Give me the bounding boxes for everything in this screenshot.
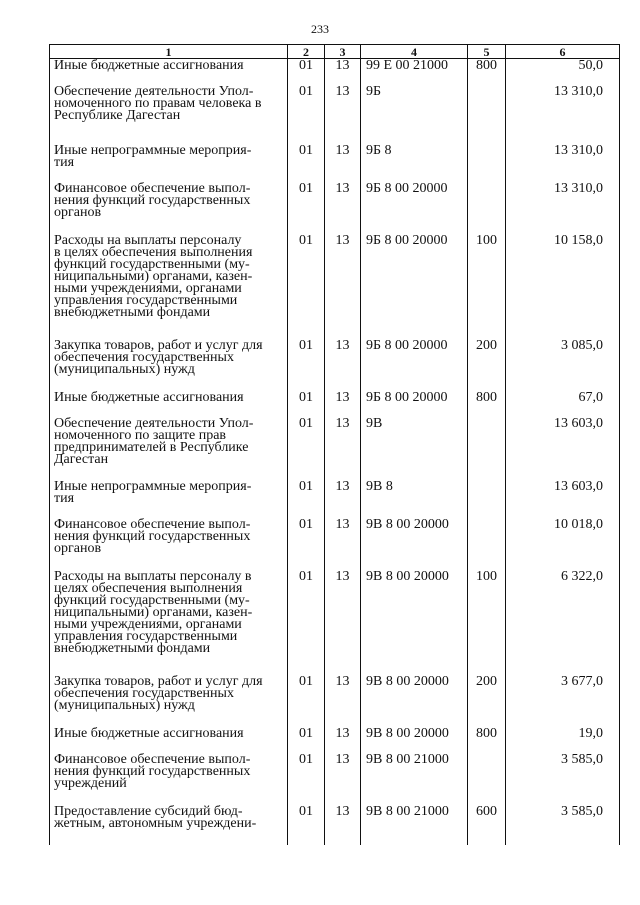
table-body xyxy=(50,59,620,845)
budget-table xyxy=(49,44,620,845)
target-article-cell: 9В xyxy=(361,417,468,480)
table-row xyxy=(50,805,620,845)
target-article-cell: 9Б 8 xyxy=(361,144,468,182)
section-code-cell: 01 xyxy=(288,805,325,845)
expense-name-line: ниципальными) органами, казен- xyxy=(54,604,253,620)
amount-cell: 19,0 xyxy=(506,727,620,753)
subsection-code-cell: 13 xyxy=(325,675,361,727)
table-row xyxy=(50,570,620,675)
table-row xyxy=(50,480,620,518)
expense-type-cell: 100 xyxy=(468,234,506,339)
table-row xyxy=(50,339,620,391)
expense-type-cell: 600 xyxy=(468,805,506,845)
expense-name-line: управления государственными xyxy=(54,292,238,308)
expense-type-cell: 800 xyxy=(468,59,506,85)
expense-name-line: тия xyxy=(54,490,75,506)
section-code-cell: 01 xyxy=(288,417,325,480)
section-code-cell: 01 xyxy=(288,144,325,182)
expense-name-line: (муниципальных) нужд xyxy=(54,697,195,713)
expense-name-line: управления государственными xyxy=(54,628,238,644)
expense-name-cell xyxy=(50,518,288,570)
subsection-code-cell: 13 xyxy=(325,805,361,845)
section-code-cell: 01 xyxy=(288,727,325,753)
subsection-code-cell: 13 xyxy=(325,727,361,753)
expense-type-cell xyxy=(468,753,506,805)
expense-type-cell xyxy=(468,417,506,480)
expense-type-cell xyxy=(468,85,506,144)
amount-cell: 13 603,0 xyxy=(506,480,620,518)
amount-cell: 13 603,0 xyxy=(506,417,620,480)
section-code-cell: 01 xyxy=(288,339,325,391)
expense-name-line: Закупка товаров, работ и услуг для xyxy=(54,337,263,353)
target-article-cell: 9Б 8 00 20000 xyxy=(361,182,468,234)
target-article-cell: 9Б 8 00 20000 xyxy=(361,234,468,339)
expense-name-line: органов xyxy=(54,540,102,556)
expense-name-cell xyxy=(50,85,288,144)
expense-name-line: Расходы на выплаты персоналу в xyxy=(54,568,252,584)
target-article-cell: 9Б xyxy=(361,85,468,144)
table-row xyxy=(50,417,620,480)
subsection-code-cell: 13 xyxy=(325,234,361,339)
amount-cell: 13 310,0 xyxy=(506,182,620,234)
section-code-cell: 01 xyxy=(288,570,325,675)
column-header: 3 xyxy=(325,45,361,59)
expense-name-line: учреждений xyxy=(54,775,127,791)
expense-name-line: Иные бюджетные ассигнования xyxy=(54,58,244,73)
table-row xyxy=(50,182,620,234)
expense-name-line: Дагестан xyxy=(54,451,109,467)
section-code-cell: 01 xyxy=(288,675,325,727)
expense-name-line: нения функций государственных xyxy=(54,192,251,208)
amount-cell: 13 310,0 xyxy=(506,85,620,144)
expense-name-line: Иные бюджетные ассигнования xyxy=(54,725,244,741)
expense-name-line: Предоставление субсидий бюд- xyxy=(54,803,243,819)
expense-name-cell xyxy=(50,805,288,845)
table-row xyxy=(50,518,620,570)
expense-name-cell xyxy=(50,417,288,480)
expense-name-line: обеспечения государственных xyxy=(54,349,234,365)
expense-name-line: Обеспечение деятельности Упол- xyxy=(54,415,254,431)
target-article-cell: 9В 8 00 20000 xyxy=(361,518,468,570)
expense-name-line: (муниципальных) нужд xyxy=(54,361,195,377)
page-number: 233 xyxy=(311,22,329,36)
amount-cell: 3 585,0 xyxy=(506,805,620,845)
expense-name-line: Финансовое обеспечение выпол- xyxy=(54,751,251,767)
expense-name-cell xyxy=(50,727,288,753)
target-article-cell: 9Б 8 00 20000 xyxy=(361,339,468,391)
expense-name-line: Иные непрограммные мероприя- xyxy=(54,142,252,158)
section-code-cell: 01 xyxy=(288,518,325,570)
expense-name-line: нения функций государственных xyxy=(54,528,251,544)
subsection-code-cell: 13 xyxy=(325,85,361,144)
table-row xyxy=(50,144,620,182)
expense-name-cell xyxy=(50,144,288,182)
column-header: 6 xyxy=(506,45,620,59)
amount-cell: 10 018,0 xyxy=(506,518,620,570)
expense-name-line: ными учреждениями, органами xyxy=(54,616,242,632)
section-code-cell: 01 xyxy=(288,85,325,144)
amount-cell: 6 322,0 xyxy=(506,570,620,675)
expense-type-cell xyxy=(468,518,506,570)
target-article-cell: 9В 8 xyxy=(361,480,468,518)
target-article-cell: 9В 8 00 20000 xyxy=(361,675,468,727)
target-article-cell: 9В 8 00 21000 xyxy=(361,753,468,805)
amount-cell: 3 677,0 xyxy=(506,675,620,727)
table-row xyxy=(50,59,620,85)
expense-type-cell xyxy=(468,182,506,234)
table-row xyxy=(50,675,620,727)
subsection-code-cell: 13 xyxy=(325,480,361,518)
expense-type-cell: 800 xyxy=(468,391,506,417)
column-header: 4 xyxy=(361,45,468,59)
expense-name-line: номоченного по защите прав xyxy=(54,427,227,443)
expense-name-line: Республике Дагестан xyxy=(54,107,181,123)
section-code-cell: 01 xyxy=(288,753,325,805)
section-code-cell: 01 xyxy=(288,59,325,85)
subsection-code-cell: 13 xyxy=(325,144,361,182)
expense-name-cell xyxy=(50,234,288,339)
expense-name-line: в целях обеспечения выполнения xyxy=(54,244,253,260)
target-article-cell: 9В 8 00 20000 xyxy=(361,727,468,753)
section-code-cell: 01 xyxy=(288,234,325,339)
subsection-code-cell: 13 xyxy=(325,182,361,234)
expense-name-cell xyxy=(50,675,288,727)
table-row xyxy=(50,727,620,753)
target-article-cell: 9В 8 00 20000 xyxy=(361,570,468,675)
expense-name-cell xyxy=(50,59,288,85)
target-article-cell: 9Б 8 00 20000 xyxy=(361,391,468,417)
expense-name-line: Расходы на выплаты персоналу xyxy=(54,232,242,248)
expense-name-line: обеспечения государственных xyxy=(54,685,234,701)
expense-name-line: Финансовое обеспечение выпол- xyxy=(54,180,251,196)
section-code-cell: 01 xyxy=(288,480,325,518)
amount-cell: 3 085,0 xyxy=(506,339,620,391)
column-header: 1 xyxy=(50,45,288,59)
amount-cell: 13 310,0 xyxy=(506,144,620,182)
amount-cell: 50,0 xyxy=(506,59,620,85)
expense-name-line: ными учреждениями, органами xyxy=(54,280,242,296)
expense-name-line: внебюджетными фондами xyxy=(54,304,211,320)
expense-name-cell xyxy=(50,753,288,805)
expense-name-line: Иные непрограммные мероприя- xyxy=(54,478,252,494)
amount-cell: 10 158,0 xyxy=(506,234,620,339)
expense-name-cell xyxy=(50,480,288,518)
subsection-code-cell: 13 xyxy=(325,518,361,570)
expense-name-line: целях обеспечения выполнения xyxy=(54,580,243,596)
expense-name-line: Иные бюджетные ассигнования xyxy=(54,389,244,405)
column-header: 2 xyxy=(288,45,325,59)
section-code-cell: 01 xyxy=(288,182,325,234)
expense-name-line: жетным, автономным учреждени- xyxy=(54,815,257,831)
expense-name-line: предпринимателей в Республике xyxy=(54,439,249,455)
amount-cell: 67,0 xyxy=(506,391,620,417)
expense-name-line: функций государственными (му- xyxy=(54,256,250,272)
expense-type-cell: 200 xyxy=(468,339,506,391)
expense-type-cell: 800 xyxy=(468,727,506,753)
expense-name-line: органов xyxy=(54,204,102,220)
target-article-cell: 9В 8 00 21000 xyxy=(361,805,468,845)
subsection-code-cell: 13 xyxy=(325,391,361,417)
amount-cell: 3 585,0 xyxy=(506,753,620,805)
subsection-code-cell: 13 xyxy=(325,570,361,675)
expense-name-line: внебюджетными фондами xyxy=(54,640,211,656)
subsection-code-cell: 13 xyxy=(325,417,361,480)
expense-name-cell xyxy=(50,182,288,234)
subsection-code-cell: 13 xyxy=(325,59,361,85)
table-row xyxy=(50,234,620,339)
expense-type-cell: 200 xyxy=(468,675,506,727)
expense-name-line: Закупка товаров, работ и услуг для xyxy=(54,673,263,689)
table-row xyxy=(50,85,620,144)
expense-name-line: нения функций государственных xyxy=(54,763,251,779)
table-row xyxy=(50,391,620,417)
expense-name-line: тия xyxy=(54,154,75,170)
subsection-code-cell: 13 xyxy=(325,753,361,805)
expense-name-line: Обеспечение деятельности Упол- xyxy=(54,83,254,99)
expense-name-line: Финансовое обеспечение выпол- xyxy=(54,516,251,532)
table-row xyxy=(50,753,620,805)
expense-name-cell xyxy=(50,339,288,391)
subsection-code-cell: 13 xyxy=(325,339,361,391)
header-row xyxy=(50,45,620,59)
expense-type-cell xyxy=(468,480,506,518)
expense-name-cell xyxy=(50,570,288,675)
expense-name-cell xyxy=(50,391,288,417)
expense-name-line: ниципальными) органами, казен- xyxy=(54,268,253,284)
section-code-cell: 01 xyxy=(288,391,325,417)
expense-name-line: номоченного по правам человека в xyxy=(54,95,262,111)
expense-type-cell: 100 xyxy=(468,570,506,675)
target-article-cell: 99 Е 00 21000 xyxy=(361,59,468,85)
expense-type-cell xyxy=(468,144,506,182)
expense-name-line: функций государственными (му- xyxy=(54,592,250,608)
column-header: 5 xyxy=(468,45,506,59)
